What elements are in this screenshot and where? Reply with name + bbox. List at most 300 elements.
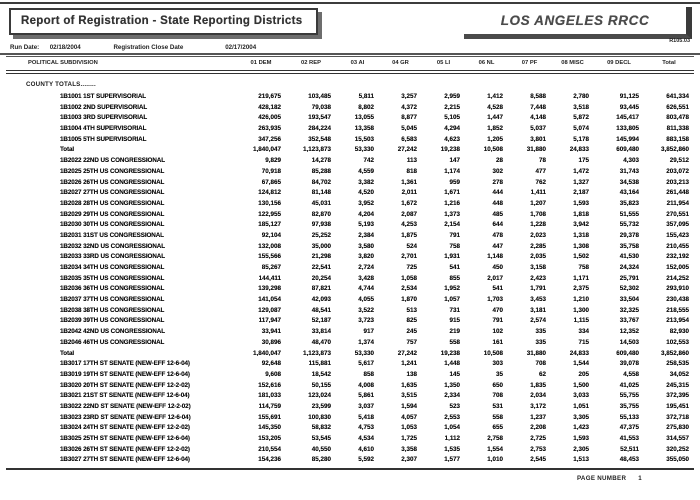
cell-value: 8,588 — [530, 93, 546, 100]
column-header-02-rep: 02 REP — [301, 60, 321, 66]
table-row-state-senate — [6, 402, 694, 413]
table-row-state-senate — [6, 381, 694, 392]
cell-value: 20,254 — [311, 274, 331, 282]
section-label: COUNTY TOTALS........ — [26, 81, 96, 88]
cell-value: 731 — [449, 306, 460, 314]
cell-value: 102,553 — [666, 338, 689, 346]
table-row-state-senate — [6, 413, 694, 424]
cell-value: 757 — [406, 338, 417, 346]
cell-value: 210,455 — [666, 242, 689, 250]
cell-value: 232,192 — [666, 253, 689, 261]
cell-value: 1,053 — [401, 424, 417, 432]
column-header-total: Total — [662, 60, 676, 66]
cell-value: 23,599 — [311, 402, 331, 410]
cell-value: 1,840,047 — [252, 146, 281, 154]
column-header-political-subdivision: POLITICAL SUBDIVISION — [28, 60, 98, 66]
cell-value: 2,011 — [401, 189, 417, 197]
cell-value: 320,252 — [666, 445, 689, 453]
cell-value: 4,753 — [358, 424, 374, 432]
close-date-label: Registration Close Date — [113, 44, 184, 51]
page-number-value: 1 — [638, 475, 642, 482]
cell-value: 1,241 — [401, 360, 417, 368]
cell-value: 1,010 — [487, 456, 503, 464]
cell-value: 1,112 — [444, 435, 460, 442]
form-code: R105.03 — [669, 38, 690, 44]
cell-value: 742 — [363, 157, 374, 165]
cell-value: 1,502 — [573, 253, 589, 261]
cell-value: 3,358 — [401, 445, 417, 453]
cell-value: 51,555 — [619, 210, 639, 218]
cell-value: 133,805 — [616, 125, 639, 133]
cell-value: 791 — [449, 231, 460, 239]
page-number-label: PAGE NUMBER — [576, 475, 627, 482]
cell-value: 203,072 — [666, 167, 689, 175]
cell-value: 21,298 — [311, 253, 331, 261]
cell-value: 4,294 — [444, 125, 460, 133]
cell-value: 10,508 — [483, 349, 503, 357]
row-label: 1B2038 38TH US CONGRESSIONAL — [60, 306, 165, 314]
cell-value: 858 — [363, 370, 374, 378]
table-row-state-senate — [6, 391, 694, 402]
row-label: 1B2030 30TH US CONGRESSIONAL — [60, 221, 165, 229]
cell-value: 34,538 — [619, 178, 639, 186]
cell-value: 4,534 — [358, 435, 374, 442]
cell-value: 12,352 — [619, 328, 639, 336]
row-label: 1B3020 20TH ST SENATE (NEW-EFF 12-2-02) — [60, 381, 190, 389]
column-header-09-decl: 09 DECL — [607, 60, 631, 66]
cell-value: 4,055 — [358, 296, 374, 304]
cell-value: 29,378 — [619, 231, 639, 239]
cell-value: 1,174 — [444, 167, 460, 175]
row-label: 1B2046 46TH US CONGRESSIONAL — [60, 338, 165, 346]
cell-value: 35,823 — [619, 199, 639, 207]
cell-value: 141,054 — [258, 296, 281, 304]
cell-value: 3,515 — [401, 392, 417, 400]
cell-value: 1,423 — [573, 424, 589, 432]
cell-value: 219,675 — [258, 93, 281, 100]
cell-value: 4,057 — [401, 413, 417, 421]
row-label: 1B1002 2ND SUPERVISORIAL — [60, 103, 148, 111]
column-header-08-misc: 08 MISC — [561, 60, 584, 66]
cell-value: 644 — [492, 221, 503, 229]
table-row-us-congressional — [6, 284, 694, 295]
row-label: 1B2026 26TH US CONGRESSIONAL — [60, 178, 165, 186]
cell-value: 155,691 — [258, 413, 281, 421]
cell-value: 5,811 — [358, 93, 374, 100]
row-label: 1B3023 23RD ST SENATE (NEW-EFF 12-6-04) — [60, 413, 191, 421]
cell-value: 762 — [535, 178, 546, 186]
cell-value: 8,802 — [358, 103, 374, 111]
row-label: Total — [60, 146, 75, 154]
cell-value: 1,725 — [401, 435, 417, 442]
cell-value: 258,535 — [666, 360, 689, 368]
cell-value: 450 — [492, 264, 503, 271]
cell-value: 27,242 — [397, 146, 417, 154]
cell-value: 84,702 — [311, 178, 331, 186]
section-label-row — [6, 72, 694, 92]
cell-value: 213,954 — [666, 317, 689, 325]
cell-value: 41,025 — [619, 381, 639, 389]
cell-value: 1,593 — [573, 435, 589, 442]
cell-value: 205 — [578, 370, 589, 378]
cell-value: 25,252 — [311, 231, 331, 239]
row-label: 1B3021 21ST ST SENATE (NEW-EFF 12-6-04) — [60, 392, 190, 400]
cell-value: 33,504 — [619, 296, 639, 304]
cell-value: 25,791 — [619, 274, 639, 282]
cell-value: 372,395 — [666, 392, 689, 400]
cell-value: 609,480 — [616, 146, 639, 154]
row-label: 1B3027 27TH ST SENATE (NEW-EFF 12-6-04) — [60, 456, 190, 464]
cell-value: 124,812 — [258, 189, 281, 197]
table-row-us-congressional — [6, 274, 694, 285]
row-label: 1B1005 5TH SUPERVISORIAL — [60, 135, 147, 143]
cell-value: 55,732 — [619, 221, 639, 229]
cell-value: 1,373 — [444, 210, 460, 218]
cell-value: 35,758 — [619, 242, 639, 250]
cell-value: 145,350 — [258, 424, 281, 432]
cell-value: 2,553 — [444, 413, 460, 421]
table-row-total-us-congressional — [6, 349, 694, 360]
cell-value: 2,375 — [573, 285, 589, 293]
cell-value: 4,744 — [358, 285, 374, 293]
cell-value: 444 — [492, 189, 503, 197]
cell-value: 79,038 — [311, 103, 331, 111]
cell-value: 52,302 — [619, 285, 639, 293]
cell-value: 2,034 — [530, 392, 546, 400]
cell-value: 210,554 — [258, 445, 281, 453]
cell-value: 1,703 — [487, 296, 503, 304]
cell-value: 15,503 — [354, 135, 374, 143]
cell-value: 655 — [492, 424, 503, 432]
cell-value: 31,880 — [526, 146, 546, 154]
cell-value: 132,008 — [258, 242, 281, 250]
cell-value: 1,544 — [573, 360, 589, 368]
cell-value: 1,875 — [401, 231, 417, 239]
cell-value: 85,288 — [311, 167, 331, 175]
cell-value: 48,470 — [311, 338, 331, 346]
cell-value: 791 — [492, 317, 503, 325]
cell-value: 100,830 — [308, 413, 331, 421]
cell-value: 145 — [449, 370, 460, 378]
cell-value: 92,648 — [261, 360, 281, 368]
cell-value: 161 — [492, 338, 503, 346]
cell-value: 3,172 — [530, 402, 546, 410]
cell-value: 3,522 — [358, 306, 374, 314]
cell-value: 9,608 — [265, 370, 281, 378]
cell-value: 1,327 — [573, 178, 589, 186]
cell-value: 6,583 — [401, 135, 417, 143]
cell-value: 3,305 — [573, 413, 589, 421]
cell-value: 147 — [449, 157, 460, 165]
table-row-us-congressional — [6, 338, 694, 349]
cell-value: 129,087 — [258, 306, 281, 314]
table-row-state-senate — [6, 423, 694, 434]
cell-value: 48,541 — [311, 306, 331, 314]
table-row-supervisorial — [6, 92, 694, 103]
table-row-us-congressional — [6, 231, 694, 242]
cell-value: 45,031 — [311, 199, 331, 207]
cell-value: 203,213 — [666, 178, 689, 186]
row-label: 1B2035 35TH US CONGRESSIONAL — [60, 274, 165, 282]
cell-value: 5,074 — [573, 125, 589, 133]
cell-value: 3,852,860 — [660, 349, 689, 357]
column-header-07-pf: 07 PF — [521, 60, 538, 66]
cell-value: 917 — [363, 328, 374, 336]
cell-value: 122,955 — [258, 210, 281, 218]
cell-value: 2,701 — [401, 253, 417, 261]
cell-value: 3,580 — [358, 242, 374, 250]
registration-table-header — [6, 57, 694, 73]
cell-value: 2,087 — [401, 210, 417, 218]
cell-value: 1,374 — [358, 338, 374, 346]
cell-value: 93,445 — [619, 103, 639, 111]
table-row-us-congressional — [6, 210, 694, 221]
cell-value: 22,541 — [311, 264, 331, 271]
cell-value: 3,801 — [530, 135, 546, 143]
cell-value: 144,411 — [258, 274, 281, 282]
row-label: 1B2025 25TH US CONGRESSIONAL — [60, 167, 165, 175]
row-label: 1B2029 29TH US CONGRESSIONAL — [60, 210, 165, 218]
cell-value: 152,005 — [666, 264, 689, 271]
cell-value: 5,045 — [401, 125, 417, 133]
row-label: 1B2034 34TH US CONGRESSIONAL — [60, 264, 165, 271]
cell-value: 2,534 — [401, 285, 417, 293]
cell-value: 448 — [492, 199, 503, 207]
table-row-us-congressional — [6, 188, 694, 199]
cell-value: 1,123,873 — [302, 146, 331, 154]
cell-value: 1,350 — [444, 381, 460, 389]
row-label: 1B2022 22ND US CONGRESSIONAL — [60, 157, 165, 165]
cell-value: 7,448 — [530, 103, 546, 111]
table-row-supervisorial — [6, 113, 694, 124]
column-header-06-nl: 06 NL — [478, 60, 495, 66]
cell-value: 335 — [535, 338, 546, 346]
row-label: 1B1004 4TH SUPERVISORIAL — [60, 125, 147, 133]
cell-value: 1,593 — [573, 199, 589, 207]
cell-value: 219 — [449, 328, 460, 336]
cell-value: 1,361 — [401, 178, 417, 186]
close-date-value: 02/17/2004 — [225, 44, 257, 51]
cell-value: 145,994 — [616, 135, 639, 143]
row-label: 1B3024 24TH ST SENATE (NEW-EFF 12-2-02) — [60, 424, 190, 432]
row-label: 1B2028 28TH US CONGRESSIONAL — [60, 199, 165, 207]
cell-value: 2,017 — [487, 274, 503, 282]
table-row-supervisorial — [6, 103, 694, 114]
cell-value: 18,542 — [311, 370, 331, 378]
cell-value: 1,635 — [401, 381, 417, 389]
cell-value: 715 — [578, 338, 589, 346]
cell-value: 2,187 — [573, 189, 589, 197]
row-label: 1B2036 36TH US CONGRESSIONAL — [60, 285, 165, 293]
cell-value: 4,520 — [358, 189, 374, 197]
cell-value: 8,877 — [401, 114, 417, 122]
cell-value: 1,051 — [573, 402, 589, 410]
cell-value: 195,451 — [666, 402, 689, 410]
cell-value: 5,105 — [444, 114, 460, 122]
cell-value: 152,616 — [258, 381, 281, 389]
column-header-05-li: 05 LI — [436, 60, 451, 66]
cell-value: 558 — [492, 413, 503, 421]
cell-value: 91,125 — [619, 93, 639, 100]
cell-value: 1,318 — [573, 231, 589, 239]
row-label: 1B3022 22ND ST SENATE (NEW-EFF 12-2-02) — [60, 402, 191, 410]
cell-value: 811,338 — [666, 125, 689, 133]
row-label: 1B2037 37TH US CONGRESSIONAL — [60, 296, 165, 304]
cell-value: 67,865 — [261, 178, 281, 186]
cell-value: 1,148 — [487, 253, 503, 261]
cell-value: 818 — [406, 167, 417, 175]
cell-value: 40,550 — [311, 445, 331, 453]
cell-value: 2,780 — [573, 93, 589, 100]
cell-value: 218,555 — [666, 306, 689, 314]
cell-value: 372,718 — [666, 413, 689, 421]
cell-value: 3,158 — [530, 264, 546, 271]
cell-value: 334 — [578, 328, 589, 336]
cell-value: 541 — [492, 285, 503, 293]
table-row-state-senate — [6, 445, 694, 456]
cell-value: 1,054 — [444, 424, 460, 432]
cell-value: 426,005 — [258, 114, 281, 122]
report-table-body — [6, 72, 694, 466]
cell-value: 19,238 — [440, 146, 460, 154]
cell-value: 2,758 — [487, 435, 503, 442]
cell-value: 284,224 — [308, 125, 331, 133]
cell-value: 5,193 — [358, 221, 374, 229]
cell-value: 2,959 — [444, 93, 460, 100]
cell-value: 115,881 — [308, 360, 331, 368]
cell-value: 1,840,047 — [252, 349, 281, 357]
table-row-us-congressional — [6, 242, 694, 253]
cell-value: 2,208 — [530, 424, 546, 432]
cell-value: 2,285 — [530, 242, 546, 250]
cell-value: 1,447 — [487, 114, 503, 122]
cell-value: 2,753 — [530, 445, 546, 453]
cell-value: 155,566 — [258, 253, 281, 261]
cell-value: 263,935 — [258, 125, 281, 133]
cell-value: 5,617 — [358, 360, 374, 368]
cell-value: 1,237 — [530, 413, 546, 421]
cell-value: 1,171 — [573, 274, 589, 282]
cell-value: 4,372 — [401, 103, 417, 111]
table-row-us-congressional — [6, 156, 694, 167]
cell-value: 52,187 — [311, 317, 331, 325]
row-label: 1B3025 25TH ST SENATE (NEW-EFF 12-6-04) — [60, 435, 190, 442]
row-label: 1B3019 19TH ST SENATE (NEW-EFF 12-6-04) — [60, 370, 190, 378]
cell-value: 5,861 — [358, 392, 374, 400]
cell-value: 29,512 — [669, 157, 689, 165]
cell-value: 82,930 — [669, 328, 689, 336]
cell-value: 4,623 — [444, 135, 460, 143]
cell-value: 78 — [538, 157, 546, 165]
table-row-us-congressional — [6, 199, 694, 210]
cell-value: 39,078 — [619, 360, 639, 368]
cell-value: 3,518 — [573, 103, 589, 111]
cell-value: 825 — [406, 317, 417, 325]
table-row-us-congressional — [6, 220, 694, 231]
cell-value: 1,554 — [487, 445, 503, 453]
row-label: 1B3017 17TH ST SENATE (NEW-EFF 12-6-04) — [60, 360, 190, 368]
table-row-us-congressional — [6, 263, 694, 274]
cell-value: 1,852 — [487, 125, 503, 133]
agency-title: LOS ANGELES RRCC — [464, 7, 692, 39]
row-label: Total — [60, 349, 75, 357]
cell-value: 4,253 — [401, 221, 417, 229]
cell-value: 1,472 — [573, 167, 589, 175]
cell-value: 41,530 — [619, 253, 639, 261]
table-row-total-supervisorial — [6, 145, 694, 156]
table-row-us-congressional — [6, 167, 694, 178]
cell-value: 154,236 — [258, 456, 281, 464]
cell-value: 303 — [492, 360, 503, 368]
cell-value: 626,551 — [666, 103, 689, 111]
cell-value: 650 — [492, 381, 503, 389]
cell-value: 915 — [449, 317, 460, 325]
cell-value: 1,300 — [573, 306, 589, 314]
cell-value: 1,500 — [573, 381, 589, 389]
cell-value: 708 — [535, 360, 546, 368]
footer-divider-line — [6, 468, 694, 470]
cell-value: 270,551 — [666, 210, 689, 218]
run-date-value: 02/18/2004 — [49, 44, 81, 51]
cell-value: 3,382 — [358, 178, 374, 186]
cell-value: 1,308 — [573, 242, 589, 250]
cell-value: 1,931 — [444, 253, 460, 261]
cell-value: 278 — [492, 178, 503, 186]
cell-value: 58,832 — [311, 424, 331, 432]
cell-value: 85,280 — [311, 456, 331, 464]
cell-value: 50,155 — [311, 381, 331, 389]
cell-value: 347,256 — [258, 135, 281, 143]
cell-value: 758 — [449, 242, 460, 250]
cell-value: 13,358 — [354, 125, 374, 133]
cell-value: 4,559 — [358, 167, 374, 175]
cell-value: 114,759 — [258, 402, 281, 410]
cell-value: 35,755 — [619, 402, 639, 410]
column-header-03-ai: 03 AI — [350, 60, 365, 66]
cell-value: 959 — [449, 178, 460, 186]
cell-value: 181,033 — [258, 392, 281, 400]
row-label: 1B2032 32ND US CONGRESSIONAL — [60, 242, 165, 250]
cell-value: 524 — [406, 242, 417, 250]
cell-value: 70,918 — [261, 167, 281, 175]
cell-value: 2,023 — [530, 231, 546, 239]
cell-value: 1,952 — [444, 285, 460, 293]
cell-value: 14,278 — [311, 157, 331, 165]
cell-value: 10,508 — [483, 146, 503, 154]
cell-value: 1,228 — [530, 221, 546, 229]
cell-value: 24,833 — [569, 349, 589, 357]
table-row-state-senate — [6, 434, 694, 445]
cell-value: 103,485 — [308, 93, 331, 100]
cell-value: 92,104 — [261, 231, 281, 239]
scan-edge-line — [0, 2, 700, 4]
row-label: 1B2042 42ND US CONGRESSIONAL — [60, 328, 165, 336]
cell-value: 245,315 — [666, 381, 689, 389]
cell-value: 1,835 — [530, 381, 546, 389]
cell-value: 293,910 — [666, 285, 689, 293]
cell-value: 428,182 — [258, 103, 281, 111]
cell-value: 113 — [406, 157, 417, 165]
cell-value: 2,035 — [530, 253, 546, 261]
cell-value: 1,577 — [444, 456, 460, 464]
report-table-head-row — [6, 57, 694, 73]
meta-divider-line — [0, 53, 700, 55]
cell-value: 1,210 — [573, 296, 589, 304]
table-row-supervisorial — [6, 124, 694, 135]
cell-value: 31,880 — [526, 349, 546, 357]
cell-value: 35,000 — [311, 242, 331, 250]
cell-value: 1,818 — [573, 210, 589, 218]
